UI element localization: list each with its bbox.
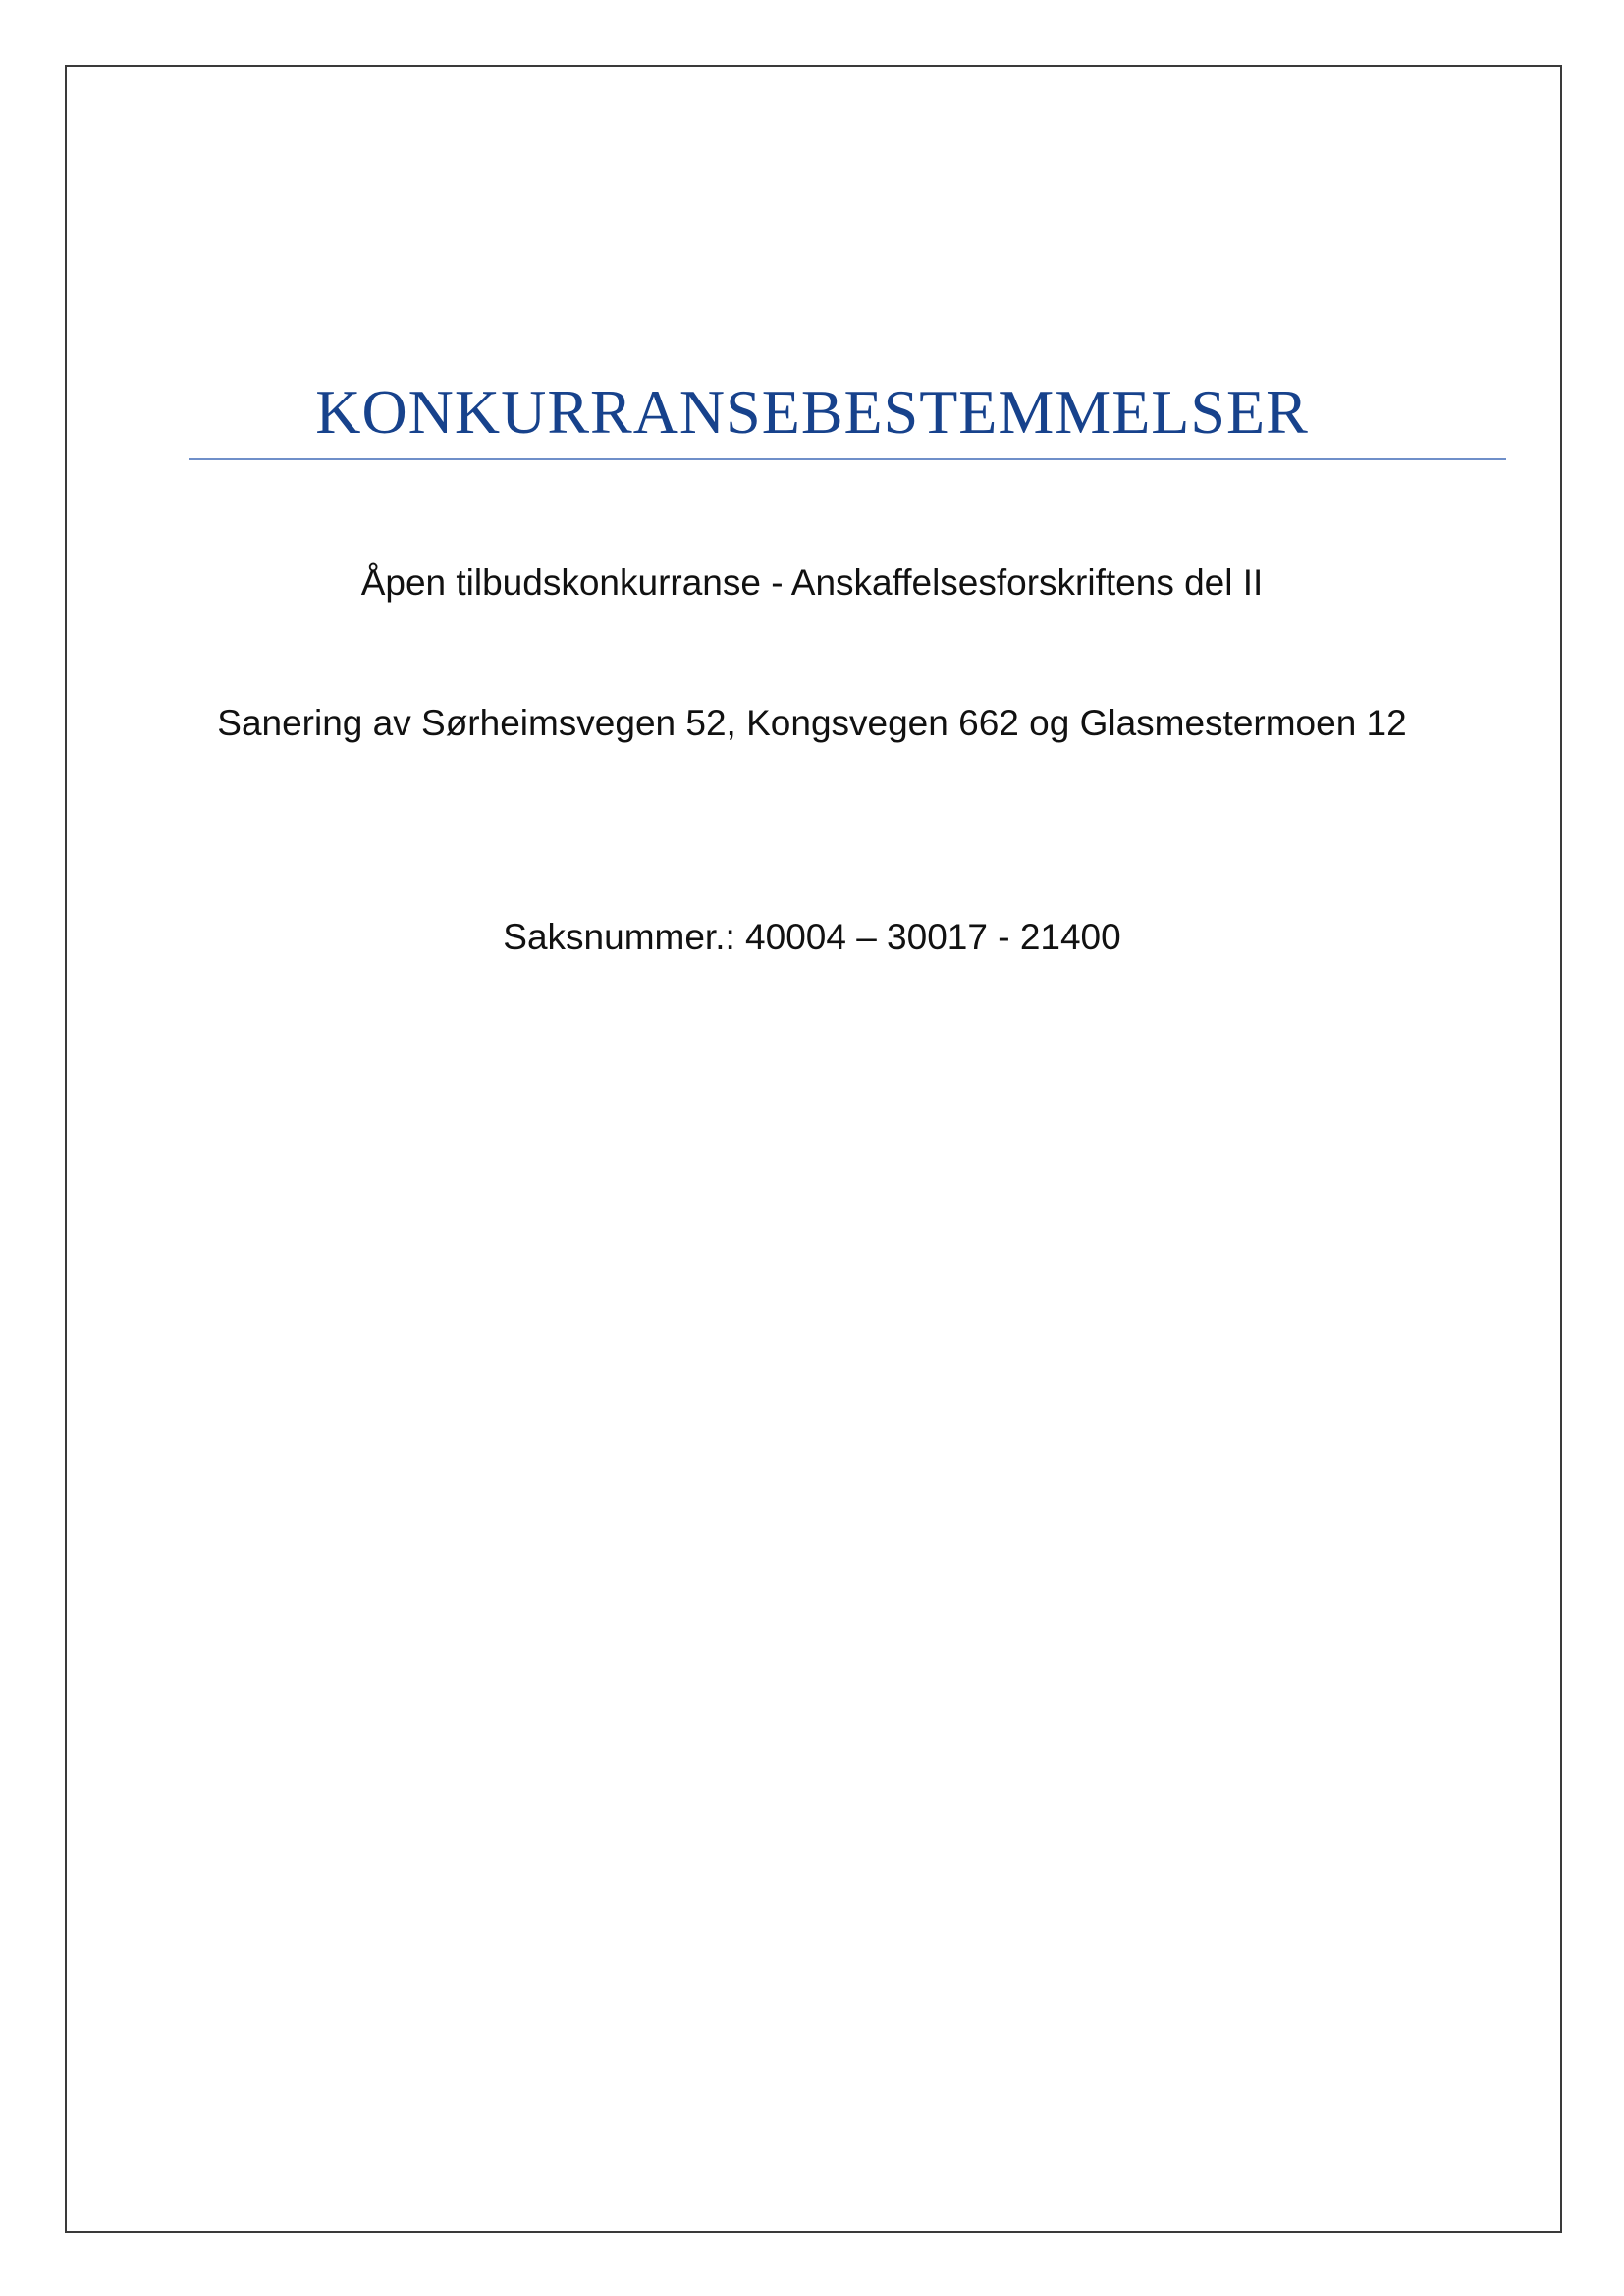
title-divider <box>189 458 1506 460</box>
case-number: Saksnummer.: 40004 – 30017 - 21400 <box>503 917 1121 957</box>
project-name: Sanering av Sørheimsvegen 52, Kongsvegen 662 og Glasmestermoen 12 <box>217 703 1407 743</box>
document-subtitle: Åpen tilbudskonkurranse - Anskaffelsesforskriftens del II <box>360 562 1264 603</box>
document-title: KONKURRANSEBESTEMMELSER <box>315 377 1309 447</box>
